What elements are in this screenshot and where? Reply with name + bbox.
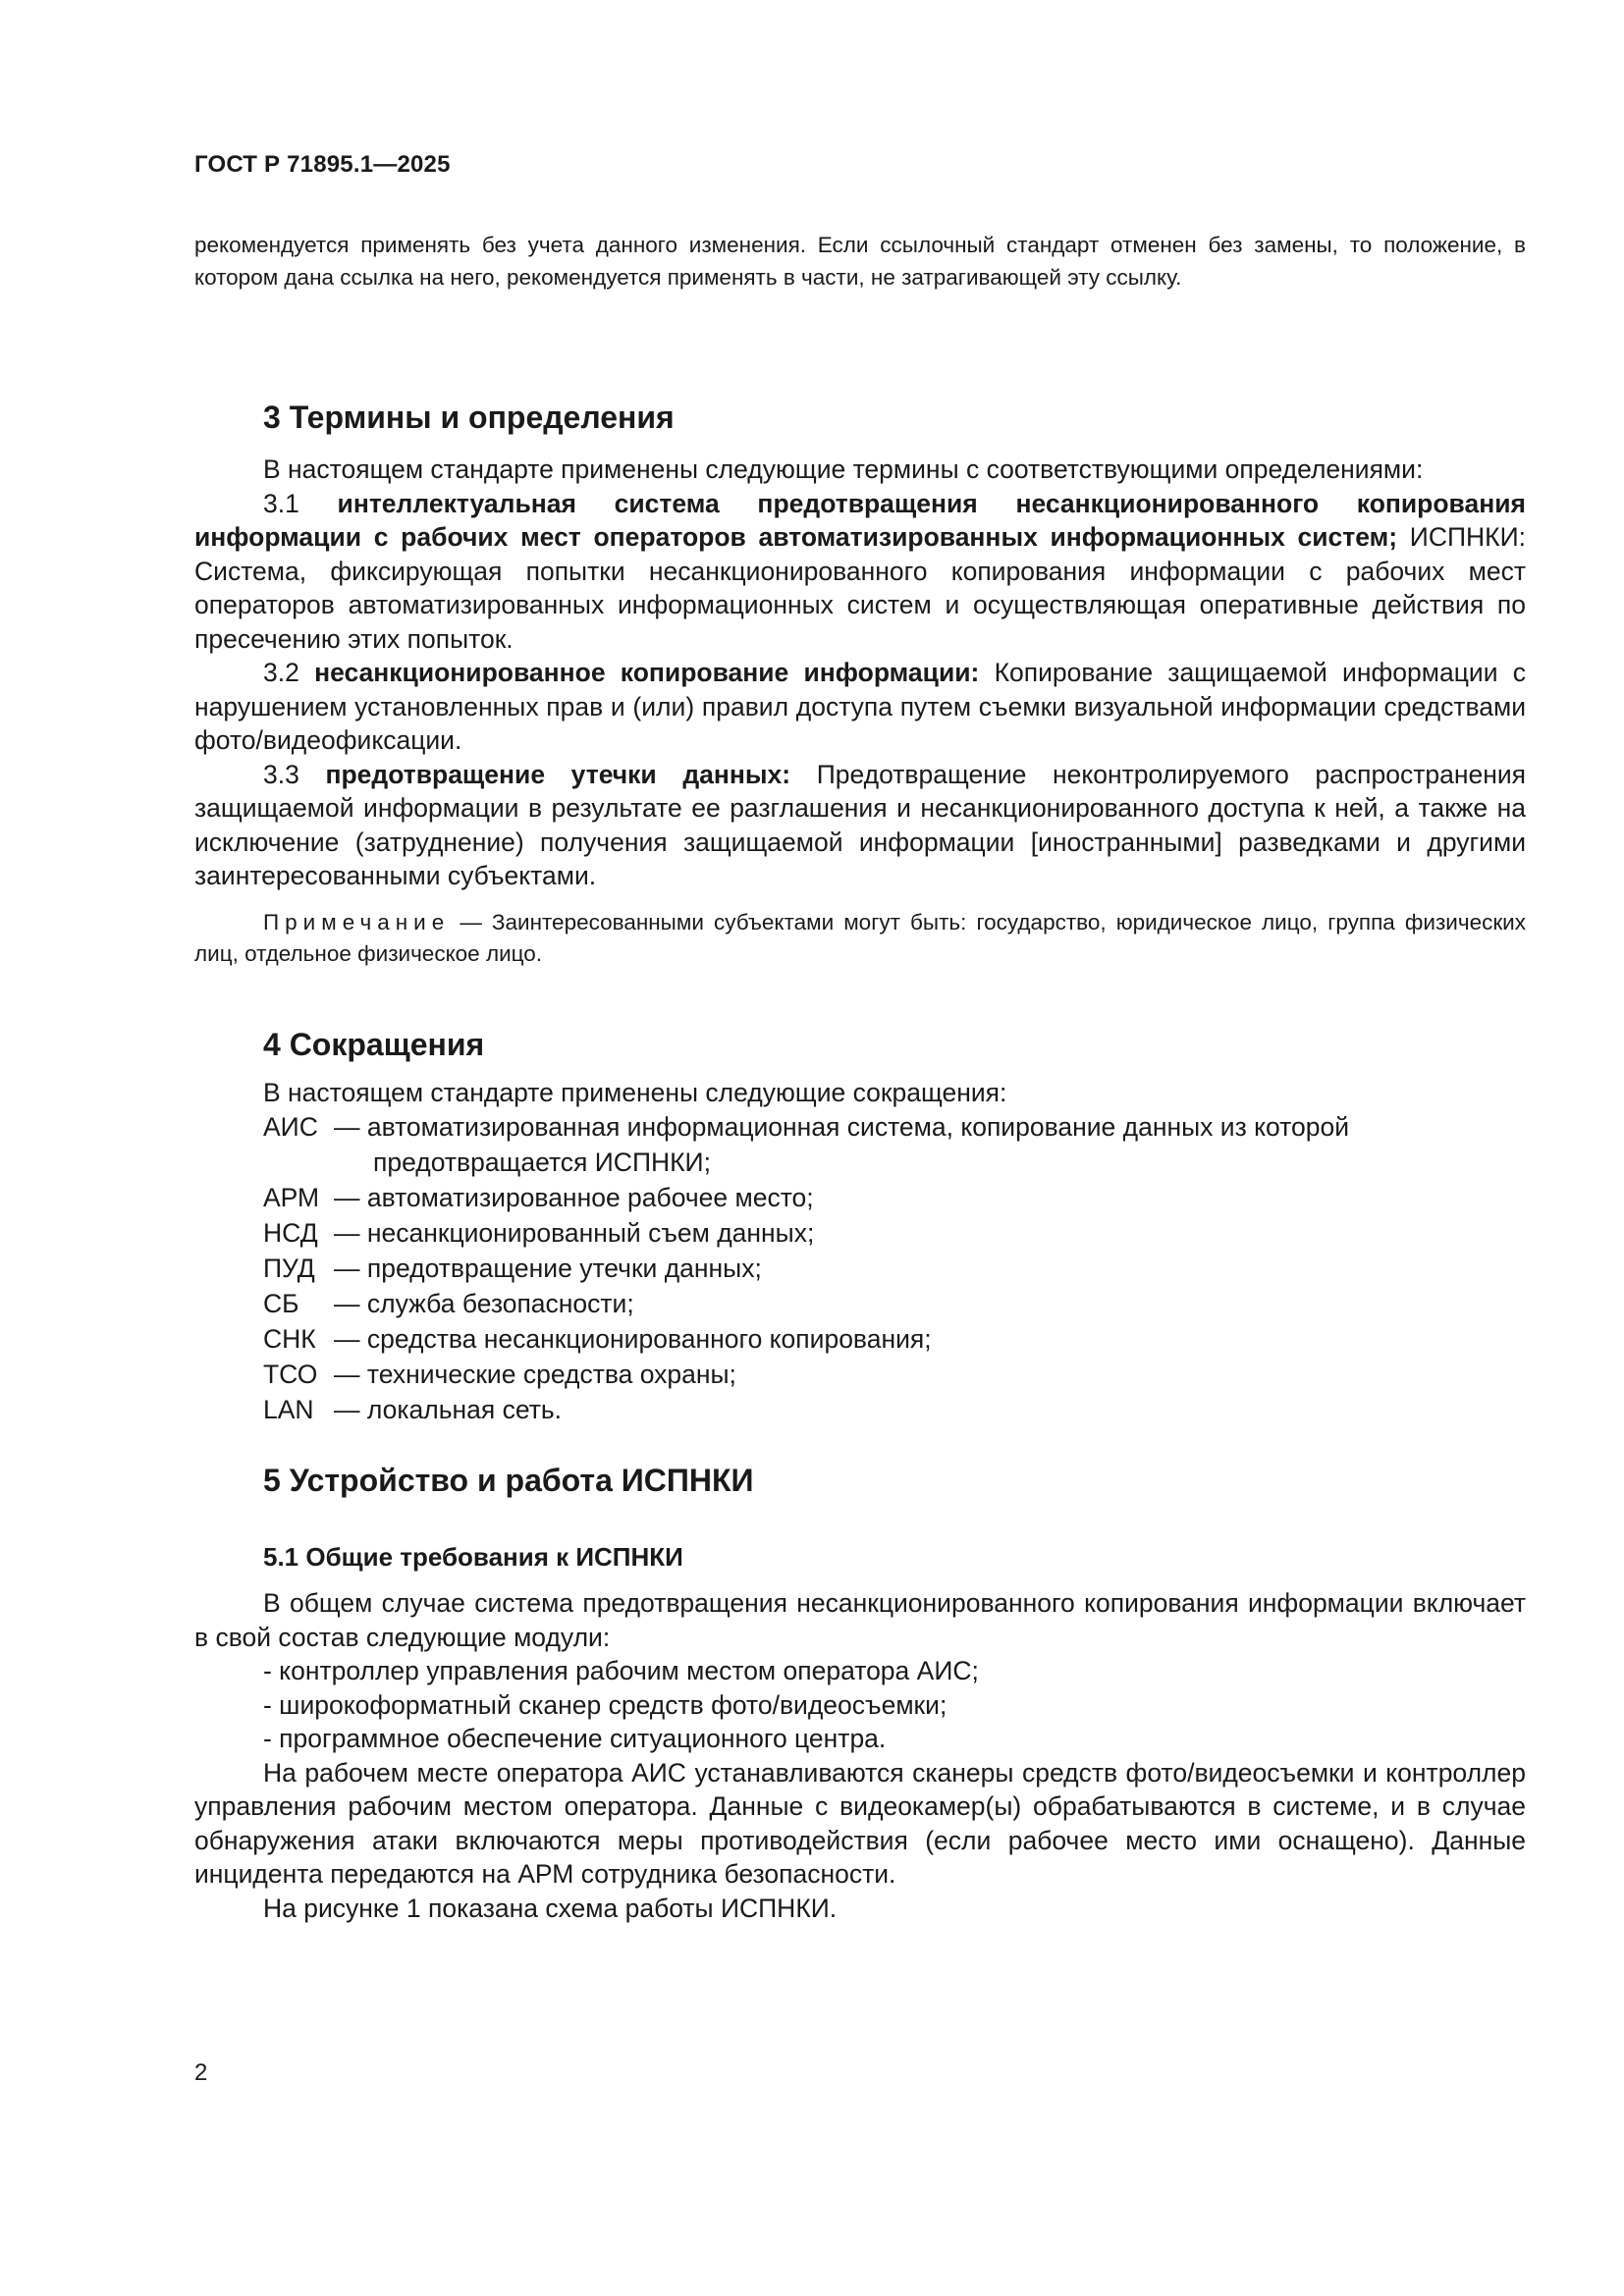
list-item: - программное обеспечение ситуационного центра. <box>263 1724 887 1753</box>
abbreviation-term: АИС <box>263 1112 318 1142</box>
note-text: — Заинтересованными субъектами могут быть: государство, юридическое лицо, группа физических лиц, отдельное физическое лицо. <box>194 909 1526 966</box>
abbreviation-term: АРМ <box>263 1183 320 1212</box>
term-name: интеллектуальная система предотвращения несанкционированного копирования информации с рабочих мест операторов автоматизированных информационных систем; <box>194 488 1526 552</box>
abbreviation-term: ПУД <box>263 1254 315 1283</box>
section-5-paragraph-1: В общем случае система предотвращения несанкционированного копирования информации включает в свой состав следующие модули: <box>194 1588 1526 1652</box>
abbreviation-definition: — служба безопасности; <box>334 1289 634 1318</box>
term-3-3 <box>194 758 1526 893</box>
abbreviation-term: ТСО <box>263 1360 318 1389</box>
abbreviation-term: СБ <box>263 1289 299 1318</box>
abbreviation-definition: — средства несанкционированного копирования; <box>334 1324 932 1354</box>
section-5-title: 5 Устройство и работа ИСПНКИ <box>263 1463 754 1498</box>
abbreviation-term: LAN <box>263 1395 314 1424</box>
term-definition: Предотвращение неконтролируемого распространения защищаемой информации в результате ее разглашения и несанкционированного доступа к ней, а также на исключение (затруднение) получения защищаемой информации [иностранными] разведками и другими заинтересованными субъектами. <box>194 759 1526 890</box>
abbreviation-row <box>263 1180 1526 1215</box>
abbreviation-term: СНК <box>263 1324 316 1354</box>
subsection-5-1-title: 5.1 Общие требования к ИСПНКИ <box>263 1542 683 1572</box>
note-label: Примечание <box>263 909 451 934</box>
term-definition: Копирование защищаемой информации с нарушением установленных прав и (или) правил доступа путем съемки визуальной информации средствами фото/видеофиксации. <box>194 658 1526 755</box>
term-name: предотвращение утечки данных: <box>325 759 791 789</box>
section-3-title: 3 Термины и определения <box>263 400 675 435</box>
section-5-paragraph-2: На рабочем месте оператора АИС устанавливаются сканеры средств фото/видеосъемки и контроллер управления рабочим местом оператора. Данные с видеокамер(ы) обрабатываются в системе, и в случае обнаружения атаки включаются меры противодействия (если рабочее место ими оснащено). Данные инцидента передаются на АРМ сотрудника безопасности. <box>194 1757 1526 1889</box>
section-4-title: 4 Сокращения <box>263 1026 485 1062</box>
page-number: 2 <box>194 2059 208 2086</box>
section-3-intro: В настоящем стандарте применены следующие термины с соответствующими определениями: <box>263 454 1424 484</box>
abbreviation-row <box>263 1392 1526 1427</box>
document-code: ГОСТ Р 71895.1—2025 <box>194 151 451 178</box>
term-definition: ИСПНКИ: Система, фиксирующая попытки несанкционированного копирования информации с рабочих мест операторов автоматизированных информационных систем и осуществляющая оперативные действия по пресечению этих попыток. <box>194 522 1526 654</box>
list-item: - контроллер управления рабочим местом оператора АИС; <box>263 1656 979 1685</box>
abbreviation-definition: — несанкционированный съем данных; <box>334 1218 815 1248</box>
page-content <box>194 229 1526 1925</box>
term-name: несанкционированное копирование информации: <box>314 658 980 687</box>
abbreviation-list <box>194 1109 1526 1427</box>
abbreviation-definition: — автоматизированная информационная система, копирование данных из которой предотвращается ИСПНКИ; <box>334 1112 1349 1177</box>
term-3-1 <box>194 487 1526 657</box>
list-item: - широкоформатный сканер средств фото/видеосъемки; <box>263 1689 947 1720</box>
term-number: 3.2 <box>263 658 299 687</box>
abbreviation-row <box>263 1321 1526 1357</box>
abbreviation-row <box>263 1251 1526 1286</box>
intro-paragraph: рекомендуется применять без учета данного изменения. Если ссылочный стандарт отменен без замены, то положение, в котором дана ссылка на него, рекомендуется применять в части, не затрагивающей эту ссылку. <box>194 233 1526 290</box>
abbreviation-definition: — автоматизированное рабочее место; <box>334 1183 814 1212</box>
section-5-paragraph-3: На рисунке 1 показана схема работы ИСПНКИ. <box>263 1893 838 1923</box>
term-number: 3.1 <box>263 488 299 518</box>
term-3-2 <box>194 656 1526 758</box>
module-list <box>194 1654 1526 1756</box>
abbreviation-definition: — локальная сеть. <box>334 1395 563 1424</box>
note <box>194 907 1526 970</box>
abbreviation-term: НСД <box>263 1218 318 1248</box>
abbreviation-row <box>263 1357 1526 1392</box>
abbreviation-definition: — предотвращение утечки данных; <box>334 1254 762 1283</box>
term-number: 3.3 <box>263 759 299 789</box>
section-4-intro: В настоящем стандарте применены следующие сокращения: <box>263 1077 1007 1107</box>
abbreviation-definition: — технические средства охраны; <box>334 1360 736 1389</box>
abbreviation-row <box>263 1286 1526 1321</box>
abbreviation-row <box>263 1215 1526 1251</box>
abbreviation-row <box>263 1109 1526 1180</box>
